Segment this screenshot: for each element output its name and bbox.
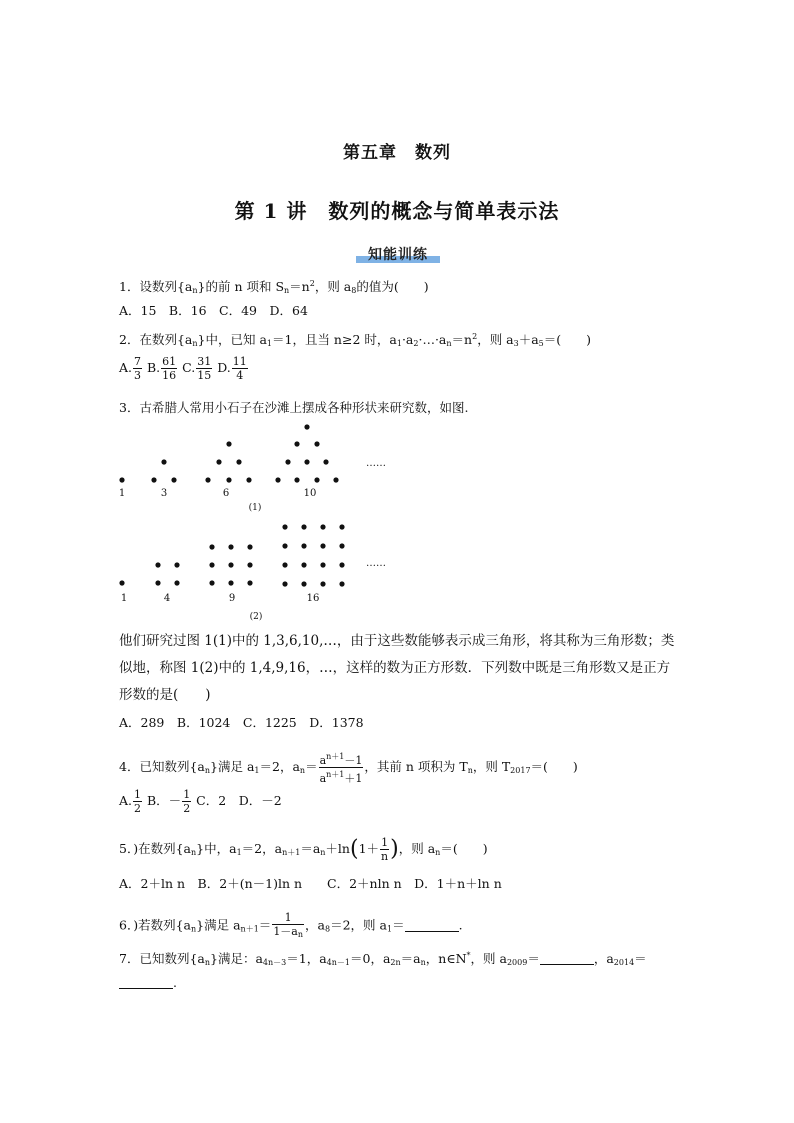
fig1-label-1: 1 (118, 488, 126, 499)
pebble-dot (151, 477, 156, 482)
fraction: $\frac{7}{3}$ (134, 355, 142, 382)
fig1-label-10: 10 (303, 488, 317, 499)
pebble-dot (275, 477, 280, 482)
question-4-stem: 4．已知数列$\{a_n\}$满足 $a_1=2$，$a_n=$ $\frac{a^{n+1}-1}{a^{n+1}+1}$ ，其前 n 项积为 $T_n$，则 $T_{2017}=$( ) (119, 752, 578, 785)
pebble-dot (282, 524, 287, 529)
pebble-dot (301, 543, 306, 548)
fraction: $\frac{1}{1-a_n}$ (273, 911, 304, 939)
pebble-dot (301, 562, 306, 567)
pebble-dot (228, 580, 233, 585)
fraction: $\frac{31}{15}$ (197, 355, 212, 382)
fraction: $\frac{11}{4}$ (232, 355, 247, 382)
fraction: $\frac{1}{2}$ (134, 788, 142, 815)
answer-blank (119, 976, 173, 989)
fig1-label-6: 6 (222, 488, 230, 499)
pebble-dot (236, 459, 241, 464)
pebble-dot (209, 544, 214, 549)
question-5-stem: 5．)在数列$\{a_n\}$中，$a_1=2$，$a_{n+1}=a_n+\ln(1+$ $\frac{1}{n}$ )，则 $a_n=$( ) (119, 836, 488, 863)
pebble-dot (246, 477, 251, 482)
pebble-dot (228, 562, 233, 567)
pebble-dot (247, 544, 252, 549)
pebble-dot (304, 459, 309, 464)
pebble-dot (320, 543, 325, 548)
pebble-dot (119, 580, 124, 585)
fig1-label-3: 3 (160, 488, 168, 499)
fig2-ellipsis: …… (366, 558, 386, 569)
question-6-stem: 6．)若数列$\{a_n\}$满足 $a_{n+1}=$ $\frac{1}{1-a_n}$ ，$a_8=2$，则 $a_1=$ . (119, 911, 463, 939)
question-3-options: A．289 B．1024 C．1225 D．1378 (119, 715, 364, 730)
question-7-continuation: . (119, 975, 177, 991)
pebble-dot (339, 524, 344, 529)
fig1-caption: (1) (248, 503, 262, 513)
pebble-dot (228, 544, 233, 549)
pebble-dot (339, 562, 344, 567)
question-3-paragraph: 他们研究过图 1(1)中的 1,3,6,10,…，由于这些数能够表示成三角形，将其称为三角形数；类似地，称图 1(2)中的 1,4,9,16，…，这样的数为正方形数．下列数中既是三角形数又是正方形数的是( ) (119, 633, 675, 703)
pebble-dot (304, 424, 309, 429)
pebble-dot (320, 581, 325, 586)
question-1-options: A．15 B．16 C．49 D．64 (119, 303, 308, 318)
answer-blank (405, 919, 459, 932)
pebble-dots (119, 424, 344, 586)
pebble-dot (339, 543, 344, 548)
pebble-dot (209, 562, 214, 567)
pebble-dot (174, 562, 179, 567)
pebble-dot (155, 562, 160, 567)
pebble-dot (285, 459, 290, 464)
chapter-title: 第五章 数列 (343, 143, 451, 163)
fig1-ellipsis: …… (366, 458, 386, 469)
pebble-dot (161, 459, 166, 464)
pebble-dot (301, 524, 306, 529)
pebble-dot (294, 441, 299, 446)
question-4-options: A. $\frac{1}{2}$ B．－ $\frac{1}{2}$ C．2 D．－2 (119, 788, 282, 815)
pebble-dot (226, 477, 231, 482)
lecture-title: 第 1 讲 数列的概念与简单表示法 (234, 199, 560, 223)
pebble-dot (209, 580, 214, 585)
question-2-options: A. $\frac{7}{3}$ B. $\frac{61}{16}$ C. $\frac{31}{15}$ D. $\frac{11}{4}$ (119, 355, 247, 382)
fraction: $\frac{1}{n}$ (381, 836, 389, 863)
section-banner-text: 知能训练 (368, 247, 428, 263)
fraction: $\frac{1}{2}$ (183, 788, 191, 815)
pebble-dot (320, 562, 325, 567)
fraction: $\frac{61}{16}$ (162, 355, 177, 382)
pebble-dot (155, 580, 160, 585)
fig2-label-4: 4 (163, 593, 171, 604)
pebble-dot (226, 441, 231, 446)
pebble-dot (301, 581, 306, 586)
pebble-dot (323, 459, 328, 464)
pebble-dot (282, 543, 287, 548)
pebble-dot (314, 477, 319, 482)
pebble-dot (216, 459, 221, 464)
pebble-dot (247, 580, 252, 585)
fig2-label-9: 9 (228, 593, 236, 604)
question-1-stem: 1．设数列$\{a_n\}$的前 n 项和 $S_n=n^2$，则 $a_8$的值为( ) (119, 279, 429, 295)
fig2-label-1: 1 (120, 593, 128, 604)
answer-blank (540, 952, 594, 965)
pebble-dot (314, 441, 319, 446)
pebble-dot (205, 477, 210, 482)
pebble-dot (294, 477, 299, 482)
pebble-dot (119, 477, 124, 482)
question-7-stem: 7．已知数列$\{a_n\}$满足：$a_{4n-3}=1$，$a_{4n-1}=0$，$a_{2n}=a_n$，n∈N*，则 $a_{2009}=$ ，$a_{2014}=$ (119, 951, 647, 967)
question-2-stem: 2．在数列$\{a_n\}$中，已知 $a_1=1$，且当 n≥2 时，$a_1\cdot a_2\cdot\dots\cdot a_n=n^2$，则 $a_3+a_5=$( ) (119, 332, 592, 348)
pebble-dot (333, 477, 338, 482)
pebble-dot (320, 524, 325, 529)
fraction: $\frac{a^{n+1}-1}{a^{n+1}+1}$ (319, 752, 363, 785)
pebble-dot (282, 581, 287, 586)
fig2-label-16: 16 (306, 593, 320, 604)
pebble-dot (247, 562, 252, 567)
fig2-caption: (2) (249, 612, 263, 622)
pebble-dot (174, 580, 179, 585)
pebble-dot (171, 477, 176, 482)
pebble-dot (282, 562, 287, 567)
question-5-options: A．2＋ln n B．2＋(n－1)ln n C．2＋nln n D．1＋n＋ln n (119, 876, 502, 891)
question-3-stem: 3．古希腊人常用小石子在沙滩上摆成各种形状来研究数，如图. (119, 400, 469, 415)
pebble-dot (339, 581, 344, 586)
